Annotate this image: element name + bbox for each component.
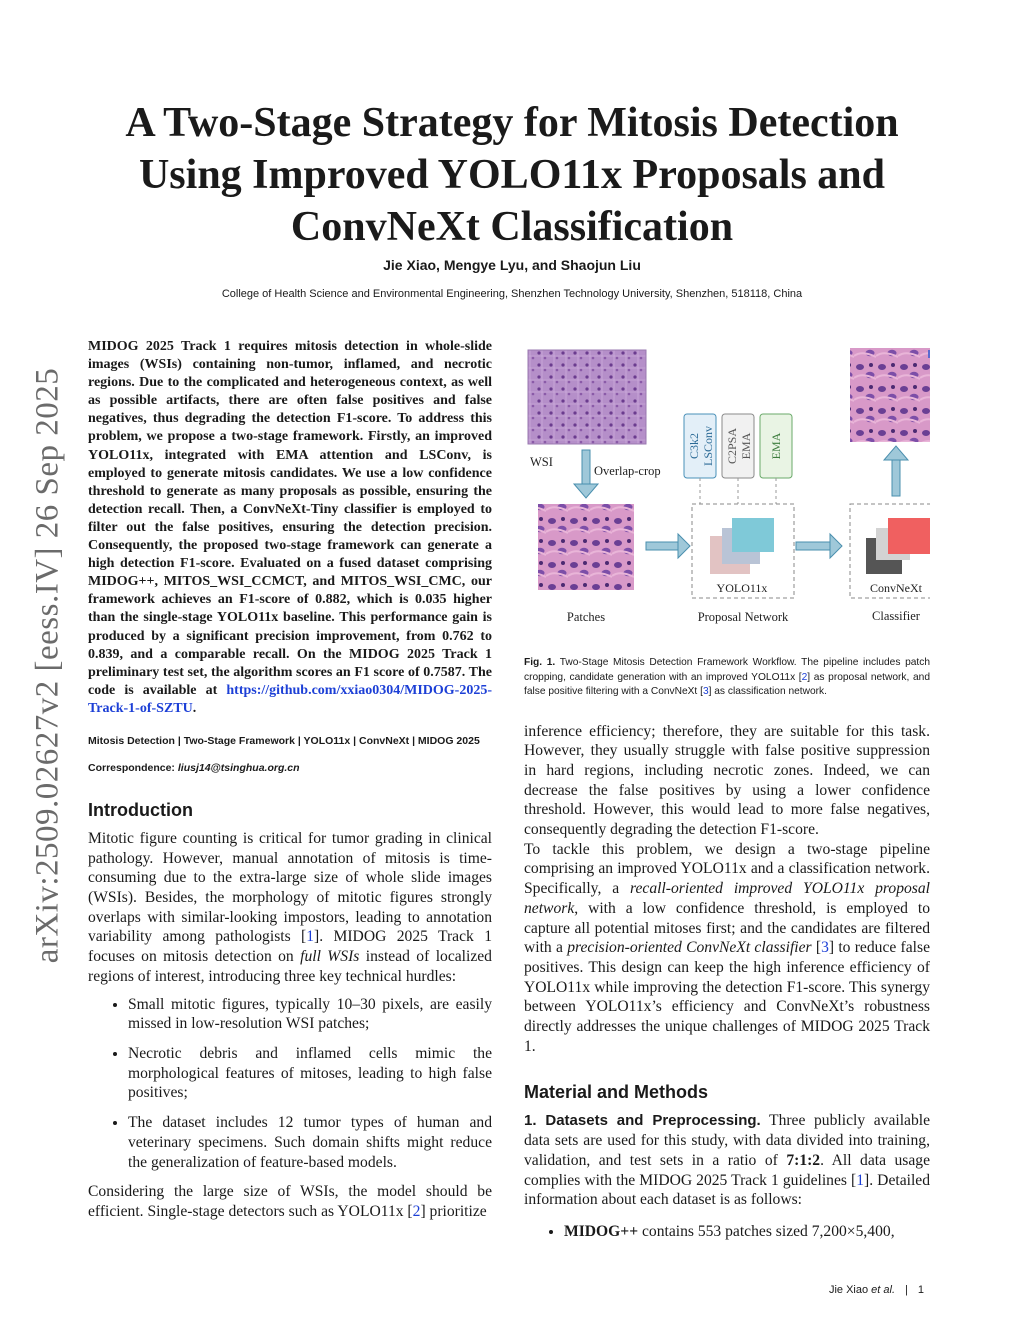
caption-b: ] as proposal network, and false positive filtering with a ConvNeXt [ — [524, 671, 930, 697]
datasets-a: Three publicly available data sets are used for this study, with data divided into training, validation, and test sets in a ratio of — [524, 1112, 930, 1169]
authors: Jie Xiao, Mengye Lyu, and Shaojun Liu — [383, 257, 641, 273]
arrow-down-icon — [582, 450, 590, 486]
workflow-diagram — [524, 338, 930, 648]
module-ema2-label: EMA — [769, 432, 783, 460]
affiliation: College of Health Science and Environmental Engineering, Shenzhen Technology University, Shenzhen, 518118, China — [221, 288, 803, 300]
label-yolo: YOLO11x — [716, 581, 768, 595]
module-c2psa-label: C2PSA — [725, 427, 739, 465]
caption-label: Fig. 1. — [524, 657, 556, 668]
citation-link[interactable]: 1 — [306, 928, 315, 946]
arrow-right-icon — [796, 542, 832, 550]
introduction-heading: Introduction — [88, 799, 193, 820]
citation-link[interactable]: 2 — [412, 1202, 421, 1220]
methods-heading: Material and Methods — [524, 1082, 709, 1103]
label-classifier: Classifier — [872, 609, 920, 623]
list-item — [564, 1222, 930, 1242]
dataset-name: MIDOG++ — [564, 1222, 639, 1240]
footer-etal: et al. — [871, 1284, 896, 1296]
right-paragraph-2 — [524, 840, 930, 1057]
patch-image — [538, 504, 634, 590]
module-lsconv-label: LSConv — [701, 425, 715, 467]
arrow-right-icon — [646, 542, 680, 550]
intro-paragraph-2 — [88, 1182, 492, 1221]
intro-p1-c: instead of localized regions of interest, introducing three key technical hurdles: — [88, 948, 492, 985]
arxiv-sidebar — [28, 360, 68, 970]
intro-p2-a: Considering the large size of WSIs, the model should be efficient. Single-stage detectors such as YOLO11x [ — [88, 1183, 492, 1220]
right-p2-d: ] to reduce false positives. This design can keep the high inference efficiency of YOLO11x while improving the detection F1-score. This synergy between YOLO11x’s efficiency and ConvNeXt’s robustness directly addresses the unique challenges of MIDOG 2025 Track 1. — [524, 939, 930, 1055]
citation-link[interactable]: 1 — [856, 1171, 865, 1189]
intro-p1-em: full WSIs — [300, 948, 360, 966]
title-line-2: Using Improved YOLO11x Proposals and — [138, 152, 886, 198]
list-item: • Small mitotic figures, typically 10–30 pixels, are easily missed in low-resolution WSI patches; — [128, 995, 492, 1034]
figure-caption — [524, 656, 930, 700]
list-item: • The dataset includes 12 tumor types of human and veterinary specimens. Such domain shifts might reduce the generalization of feature-based models. — [128, 1113, 492, 1172]
right-p2-c: [ — [811, 939, 822, 957]
page-number: 1 — [917, 1284, 924, 1296]
abstract-end: . — [192, 700, 197, 716]
right-p2-b: , with a low confidence threshold, is employed to capture all potential mitoses first; and the candidates are filtered with a — [524, 899, 930, 957]
right-p2-em2: precision-oriented ConvNeXt classifier — [567, 939, 812, 957]
label-patches: Patches — [566, 610, 606, 624]
module-c3k2-label: C3k2 — [687, 432, 701, 460]
paper-title — [100, 97, 924, 253]
intro-paragraph-1 — [88, 829, 492, 987]
arrow-up-icon — [892, 458, 900, 496]
title-line-1: A Two-Stage Strategy for Mitosis Detection — [125, 100, 899, 146]
intro-p1-b: ]. MIDOG 2025 Track 1 focuses on mitosis detection on — [88, 928, 492, 966]
citation-link[interactable]: 2 — [801, 671, 808, 683]
abstract-text: MIDOG 2025 Track 1 requires mitosis detection in whole-slide images (WSIs) containing non-tumor, inflamed, and necrotic regions. Due to the complicated and heterogeneous context, as well as possible artifacts, there are often false positives and false negatives, thus degrading the detection F1-score. To address this problem, we propose a two-stage framework. Firstly, an improved YOLO11x, integrated with EMA attention and LSConv, is employed to generate mitosis candidates. We use a low confidence threshold to generate as many proposals as possible, ensuring the detection recall. Then, a ConvNeXt-Tiny classifier is employed to filter out the false positives, ensuring the detection precision. Consequently, the proposed two-stage framework can generate a high detection F1-score. Evaluated on a fused dataset comprising MIDOG++, MITOS_WSI_CCMCT, and MITOS_WSI_CMC, our framework achieves an F1-score of 0.882, which is 0.035 higher than the single-stage YOLO11x baseline. This performance gain is produced by a significant precision improvement, from 0.762 to 0.839, and a comparable recall. On the MIDOG 2025 Track 1 preliminary test set, the algorithm scores an F1 score of 0.7587. The code is available at — [88, 339, 492, 698]
datasets-b: . All data usage complies with the MIDOG 2025 Track 1 guidelines [ — [524, 1151, 931, 1189]
left-column — [88, 338, 492, 1222]
footer-author: Jie Xiao — [828, 1284, 869, 1296]
datasets-c: ]. Detailed information about each dataset is as follows: — [524, 1171, 931, 1209]
figure-1 — [524, 338, 930, 648]
footer-sep: | — [905, 1284, 908, 1296]
list-item: • Necrotic debris and inflamed cells mimic the morphological features of mitoses, leading to high false positives; — [128, 1044, 492, 1103]
right-paragraph-1: inference efficiency; therefore, they are suitable for this task. However, they usually struggle with false positive suppression in hard regions, including necrotic zones. Indeed, we can decrease the false positives by using a lower confidence threshold. However, this would lead to more false negatives, consequently degrading the detection F1-score. — [524, 722, 930, 839]
arxiv-id: arXiv:2509.02627v2 [eess.IV] 26 Sep 2025 — [29, 367, 66, 963]
correspondence-label: Correspondence: — [88, 761, 175, 774]
wsi-image — [528, 350, 646, 444]
intro-p1-a: Mitotic figure counting is critical for tumor grading in clinical pathology. However, manual annotation of mitosis is time-consuming due to the extra-large size of whole slide images (WSIs). Besides, the morphology of mitotic figures strongly overlaps with similar-looking impostors, leading to annotation variability among pathologists [ — [88, 829, 492, 946]
citation-link[interactable]: 3 — [821, 939, 829, 957]
keywords: Mitosis Detection | Two-Stage Framework | YOLO11x | ConvNeXt | MIDOG 2025 — [88, 734, 480, 747]
label-wsi: WSI — [530, 455, 553, 469]
datasets-label: 1. Datasets and Preprocessing. — [524, 1112, 761, 1130]
right-p2-a: To tackle this problem, we design a two-stage pipeline comprising an improved YOLO11x and a classification network. Specifically, a — [524, 840, 930, 898]
caption-c: ] as classification network. — [708, 686, 827, 697]
right-column — [524, 338, 930, 1252]
label-proposal-network: Proposal Network — [697, 610, 789, 624]
intro-p2-b: ] prioritize — [420, 1202, 487, 1220]
label-overlap-crop: Overlap-crop — [594, 464, 661, 478]
datasets-paragraph — [524, 1111, 930, 1210]
title-line-3: ConvNeXt Classification — [290, 204, 734, 250]
abstract — [88, 338, 492, 718]
right-p2-em1: recall-oriented improved YOLO11x proposal network — [524, 880, 930, 917]
output-image — [850, 348, 930, 442]
citation-link[interactable]: 3 — [702, 686, 709, 697]
datasets-list — [524, 1222, 930, 1242]
label-convnext: ConvNeXt — [870, 581, 922, 595]
dataset-desc: contains 553 patches sized 7,200×5,400, — [638, 1222, 895, 1240]
caption-a: Two-Stage Mitosis Detection Framework Workflow. The pipeline includes patch cropping, candidate generation with an improved YOLO11x [ — [524, 657, 930, 683]
page-footer — [829, 1284, 924, 1296]
hurdles-list — [88, 995, 492, 1173]
datasets-ratio: 7:1:2 — [786, 1151, 821, 1169]
correspondence — [88, 762, 492, 774]
correspondence-email[interactable]: liusj14@tsinghua.org.cn — [177, 761, 300, 774]
code-link[interactable]: https://github.com/xxiao0304/MIDOG-2025-Track-1-of-SZTU — [88, 682, 492, 716]
module-ema-label: EMA — [739, 432, 753, 460]
